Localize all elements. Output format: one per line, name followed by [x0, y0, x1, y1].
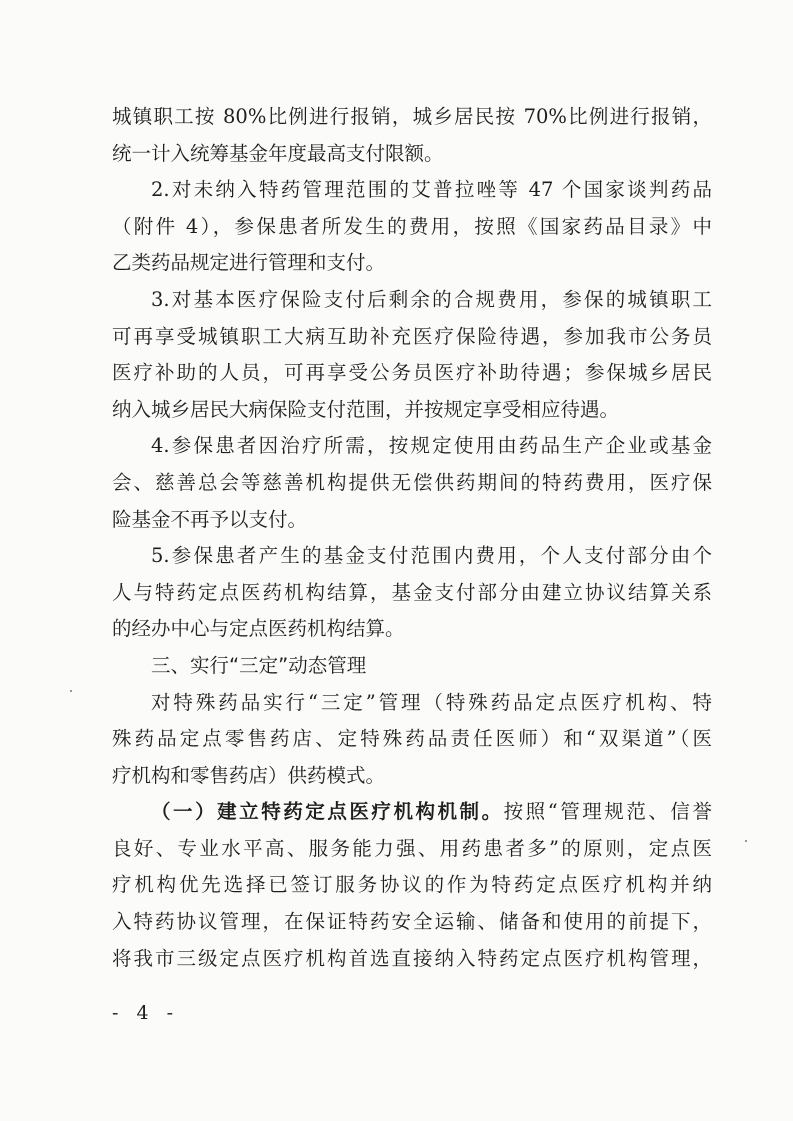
text-line — [112, 794, 712, 831]
text-line: 4.参保患者因治疗所需，按规定使用由药品生产企业或基金 — [151, 434, 712, 458]
text-run: 按照“管理规范、信誉 — [503, 800, 712, 824]
section-heading: 三、实行“三定”动态管理 — [151, 653, 367, 677]
scan-speck — [70, 690, 72, 692]
page-number: - 4 - — [112, 1002, 180, 1024]
text-line: 纳入城乡居民大病保险支付范围，并按规定享受相应待遇。 — [112, 397, 620, 421]
text-line: 乙类药品规定进行管理和支付。 — [112, 251, 386, 275]
text-line: 3.对基本医疗保险支付后剩余的合规费用，参保的城镇职工 — [151, 287, 712, 311]
text-line: 人与特药定点医药机构结算，基金支付部分由建立协议结算关系 — [112, 580, 712, 604]
text-line: 对特殊药品实行“三定”管理（特殊药品定点医疗机构、特 — [151, 690, 712, 714]
text-line: 良好、专业水平高、服务能力强、用药患者多”的原则，定点医 — [112, 836, 712, 860]
text-line: 城镇职工按 80%比例进行报销，城乡居民按 70%比例进行报销， — [112, 105, 712, 128]
text-line: 5.参保患者产生的基金支付范围内费用，个人支付部分由个 — [151, 544, 712, 568]
scan-speck — [745, 840, 747, 842]
text-line: 2.对未纳入特药管理范围的艾普拉唑等 47 个国家谈判药品 — [151, 178, 712, 202]
text-line: 统一计入统筹基金年度最高支付限额。 — [112, 141, 444, 165]
text-line: 入特药协议管理，在保证特药安全运输、储备和使用的前提下， — [112, 910, 712, 934]
text-line: 的经办中心与定点医药机构结算。 — [112, 617, 405, 641]
subsection-heading: （一）建立特药定点医疗机构机制。 — [151, 800, 504, 824]
text-line: 会、慈善总会等慈善机构提供无偿供药期间的特药费用，医疗保 — [112, 470, 712, 494]
text-line: （附件 4），参保患者所发生的费用，按照《国家药品目录》中 — [112, 214, 712, 238]
text-line: 险基金不再予以支付。 — [112, 507, 308, 531]
text-line: 疗机构优先选择已签订服务协议的作为特药定点医疗机构并纳 — [112, 873, 712, 897]
text-line: 殊药品定点零售药店、定特殊药品责任医师）和“双渠道”（医 — [112, 727, 712, 751]
text-line: 可再享受城镇职工大病互助补充医疗保险待遇，参加我市公务员 — [112, 324, 712, 348]
text-line: 疗机构和零售药店）供药模式。 — [112, 763, 386, 787]
body-text — [112, 99, 712, 977]
text-line: 医疗补助的人员，可再享受公务员医疗补助待遇；参保城乡居民 — [112, 361, 712, 385]
text-line: 将我市三级定点医疗机构首选直接纳入特药定点医疗机构管理， — [112, 946, 712, 970]
